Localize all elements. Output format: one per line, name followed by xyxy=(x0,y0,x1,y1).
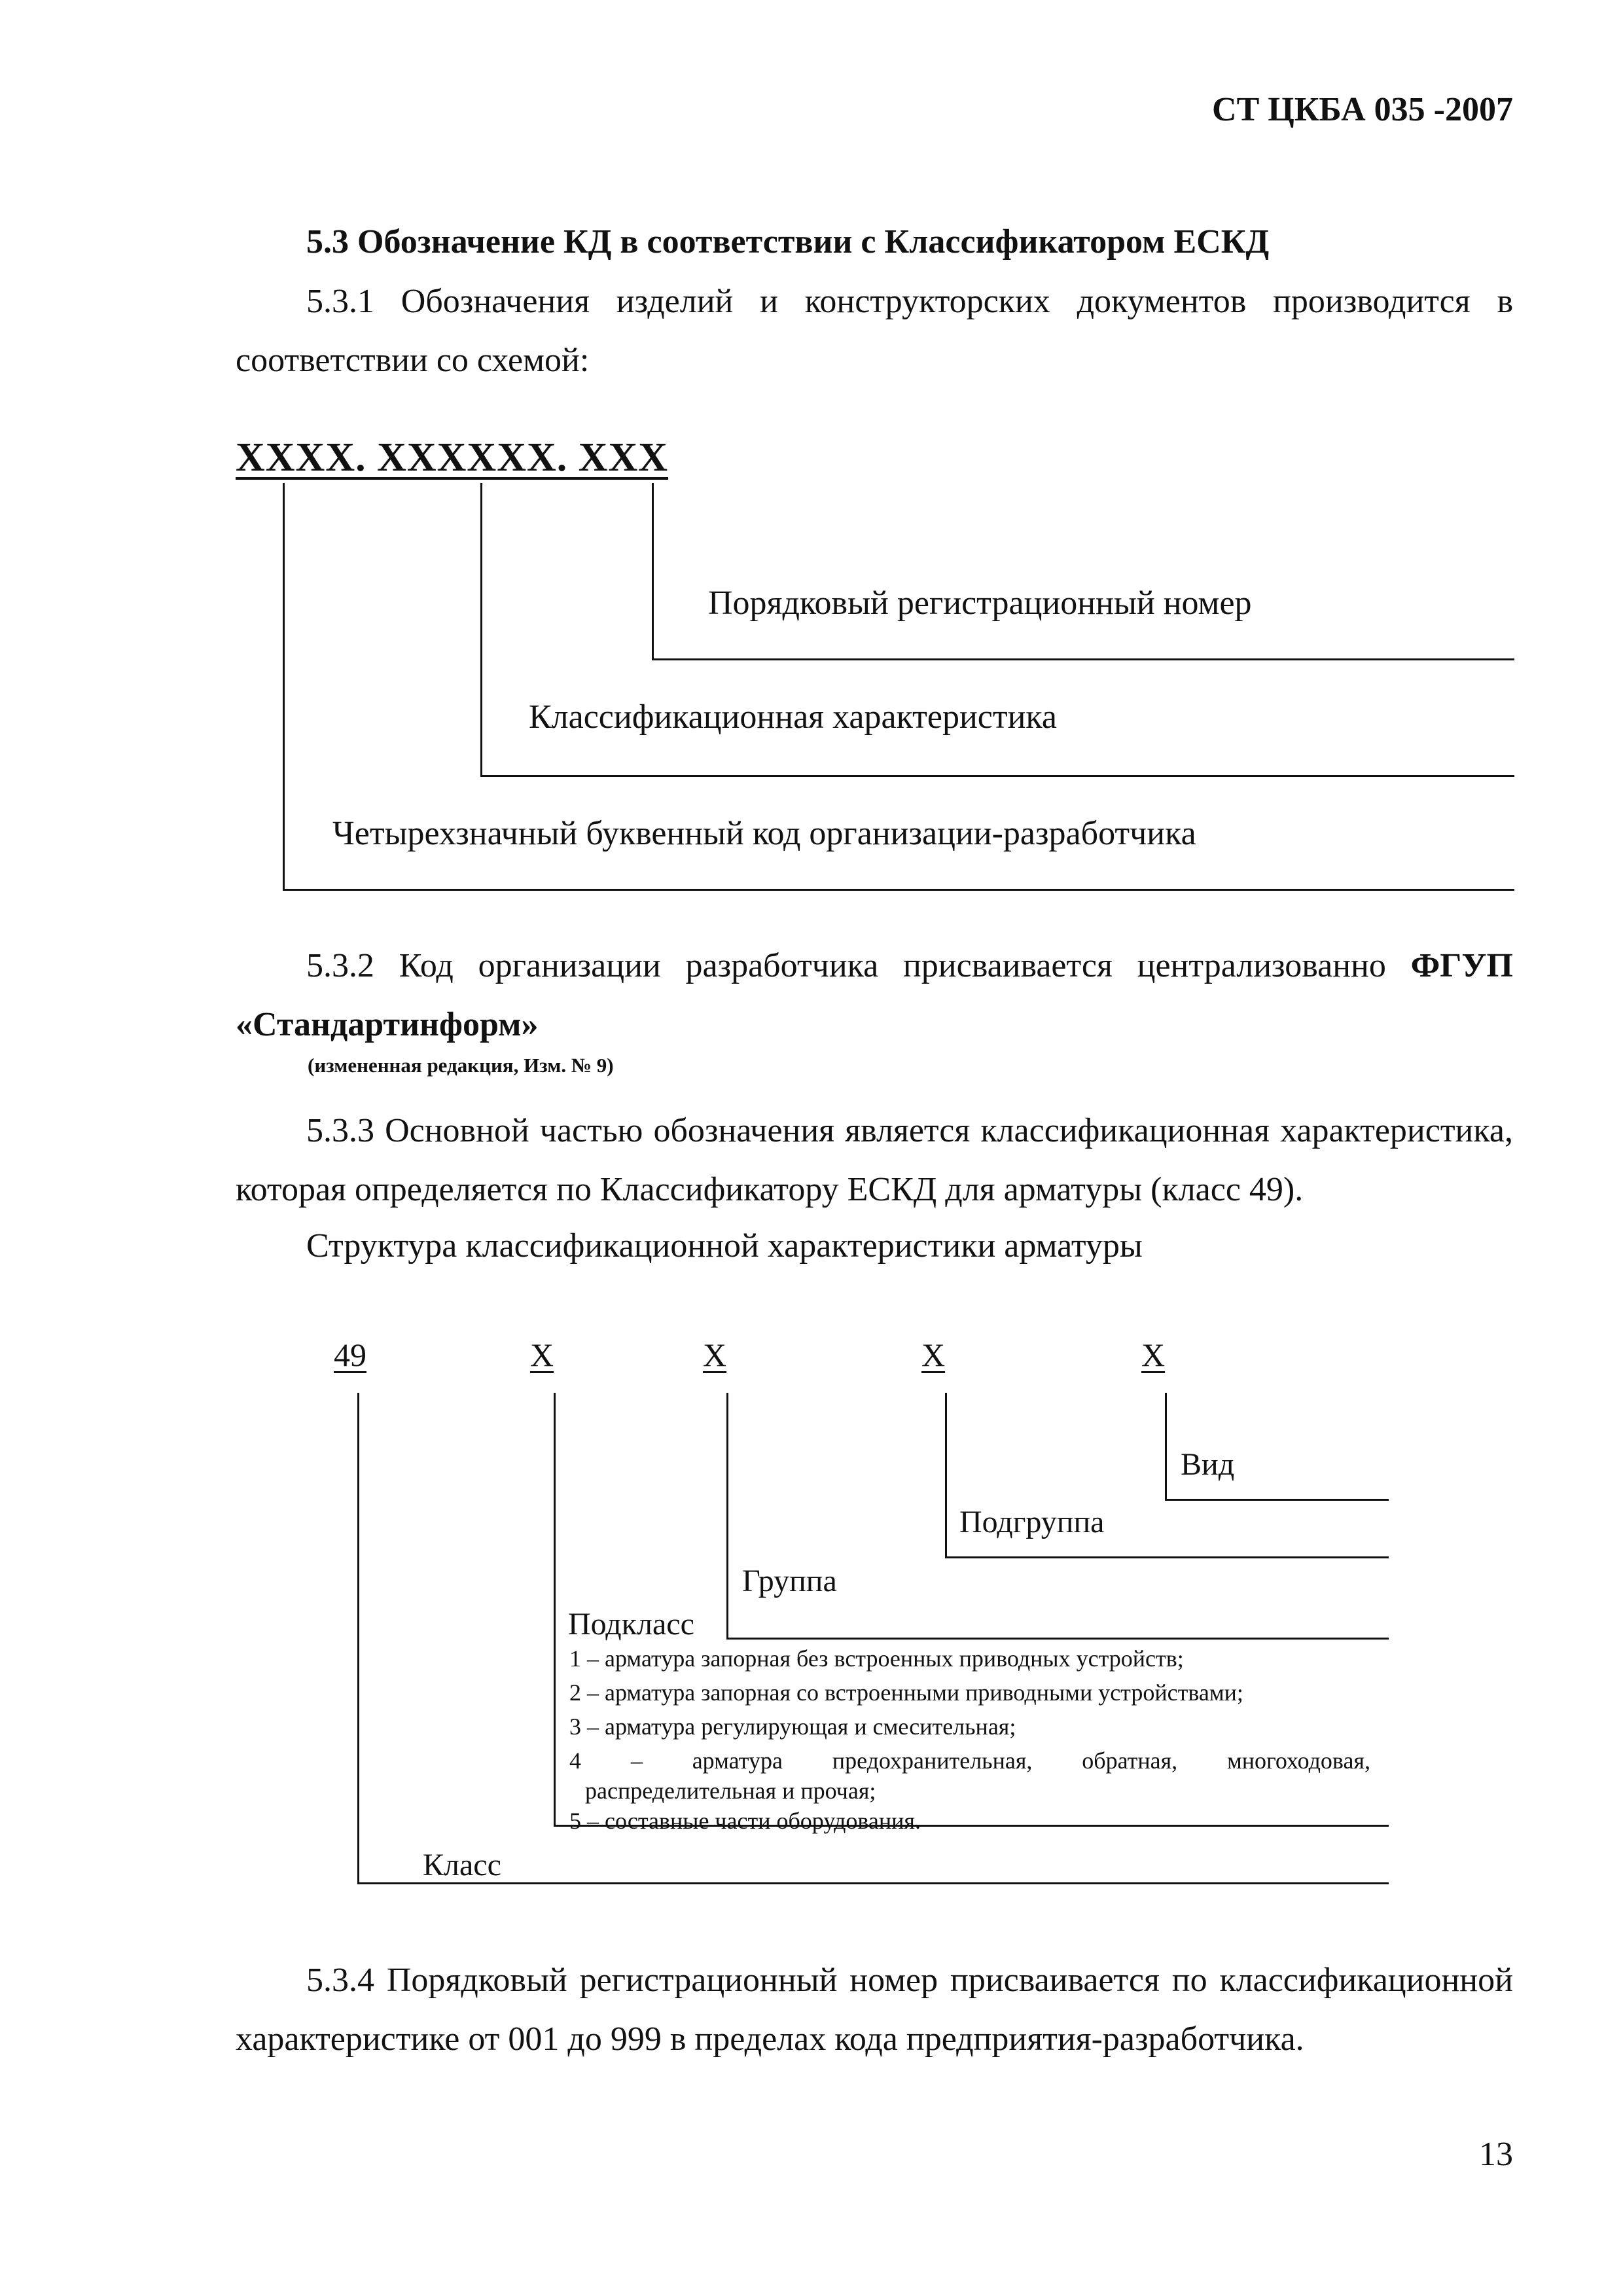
connector-group-vertical xyxy=(726,1393,728,1639)
amendment-note: (измененная редакция, Изм. № 9) xyxy=(308,1054,614,1077)
word: организации xyxy=(478,947,661,984)
word: производится xyxy=(1273,283,1471,320)
section-title: 5.3 Обозначение КД в соответствии с Классификатором ЕСКД xyxy=(306,223,1270,260)
word: многоходовая, xyxy=(1227,1748,1370,1774)
connector-subclass-vertical xyxy=(554,1393,556,1826)
connector-kind-horizontal xyxy=(1165,1499,1389,1501)
connector-class-horizontal xyxy=(357,1882,1389,1884)
word: предохранительная, xyxy=(832,1748,1033,1774)
connector-number-horizontal xyxy=(652,658,1514,660)
connector-org-vertical xyxy=(283,483,285,890)
word: присваивается xyxy=(950,1962,1160,1999)
word: частью xyxy=(539,1112,643,1149)
word: Обозначения xyxy=(401,283,590,320)
word: в xyxy=(1497,283,1513,320)
subgroup-code: X xyxy=(921,1336,946,1373)
label-organization-code: Четырехзначный буквенный код организации-разработчика xyxy=(332,815,1196,852)
designation-code: XXXX. XXXXXX. XXX xyxy=(236,435,669,480)
word: 5.3.1 xyxy=(306,283,374,320)
word: документов xyxy=(1077,283,1247,320)
label-group: Группа xyxy=(742,1564,837,1598)
word: является xyxy=(845,1112,971,1149)
document-code: СТ ЦКБА 035 -2007 xyxy=(1212,91,1513,128)
word: 5.3.2 xyxy=(306,947,374,984)
paragraph-531-line1 xyxy=(306,285,1513,319)
word: номер xyxy=(849,1962,938,1999)
word: ФГУП xyxy=(1410,947,1513,984)
word: характеристика, xyxy=(1280,1112,1513,1149)
subclass-item-3: 3 – арматура регулирующая и смесительная; xyxy=(569,1713,1016,1740)
connector-kind-vertical xyxy=(1165,1393,1167,1500)
kind-code: X xyxy=(1141,1336,1166,1373)
paragraph-532-line2: «Стандартинформ» xyxy=(236,1006,539,1043)
label-registration-number: Порядковый регистрационный номер xyxy=(708,584,1252,622)
subclass-item-2: 2 – арматура запорная со встроенными приводными устройствами; xyxy=(569,1679,1243,1706)
word: классификационной xyxy=(1219,1962,1513,1999)
word: 5.3.4 xyxy=(306,1962,374,1999)
word: изделий xyxy=(616,283,734,320)
label-classification: Классификационная характеристика xyxy=(529,698,1057,736)
word: и xyxy=(760,283,778,320)
paragraph-533-line2: которая определяется по Классификатору ЕСКД для арматуры (класс 49). xyxy=(236,1171,1304,1208)
paragraph-531-line2: соответствии со схемой: xyxy=(236,342,590,379)
subclass-code: X xyxy=(530,1336,554,1373)
class-code-49: 49 xyxy=(334,1336,366,1373)
label-subgroup: Подгруппа xyxy=(959,1505,1105,1539)
word: по xyxy=(1171,1962,1207,1999)
word: Основной xyxy=(385,1112,529,1149)
connector-number-vertical xyxy=(652,483,654,660)
group-code: X xyxy=(703,1336,727,1373)
word: – xyxy=(630,1748,643,1774)
connector-class-vertical xyxy=(480,483,482,776)
word: Код xyxy=(399,947,454,984)
paragraph-532-line1 xyxy=(306,949,1513,983)
word: 5.3.3 xyxy=(306,1112,374,1149)
subclass-item-4-continuation: распределительная и прочая; xyxy=(585,1778,876,1804)
label-kind: Вид xyxy=(1181,1447,1235,1482)
paragraph-533-line1 xyxy=(306,1114,1513,1148)
word: конструкторских xyxy=(804,283,1050,320)
word: арматура xyxy=(692,1748,783,1774)
label-subclass: Подкласс xyxy=(568,1607,694,1641)
connector-group-horizontal xyxy=(726,1638,1389,1640)
page-number: 13 xyxy=(1479,2136,1513,2173)
connector-class-vertical xyxy=(357,1393,359,1884)
subclass-item-4 xyxy=(569,1749,1370,1772)
connector-subgroup-vertical xyxy=(945,1393,947,1558)
subclass-item-5: 5 – составные части оборудования. xyxy=(569,1808,921,1834)
connector-class-horizontal xyxy=(480,775,1514,777)
connector-subgroup-horizontal xyxy=(945,1556,1389,1558)
word: разработчика xyxy=(685,947,879,984)
subclass-item-1: 1 – арматура запорная без встроенных приводных устройств; xyxy=(569,1645,1184,1672)
word: 4 xyxy=(569,1748,581,1774)
structure-title: Структура классификационной характеристики арматуры xyxy=(306,1227,1143,1265)
label-class: Класс xyxy=(423,1848,501,1882)
word: обратная, xyxy=(1082,1748,1178,1774)
word: присваивается xyxy=(902,947,1113,984)
word: централизованно xyxy=(1137,947,1386,984)
paragraph-534-line1 xyxy=(306,1964,1513,1998)
paragraph-534-line2: характеристике от 001 до 999 в пределах кода предприятия-разработчика. xyxy=(236,2020,1304,2058)
word: регистрационный xyxy=(579,1962,838,1999)
connector-org-horizontal xyxy=(283,889,1514,891)
word: обозначения xyxy=(653,1112,835,1149)
word: классификационная xyxy=(980,1112,1270,1149)
word: Порядковый xyxy=(386,1962,567,1999)
